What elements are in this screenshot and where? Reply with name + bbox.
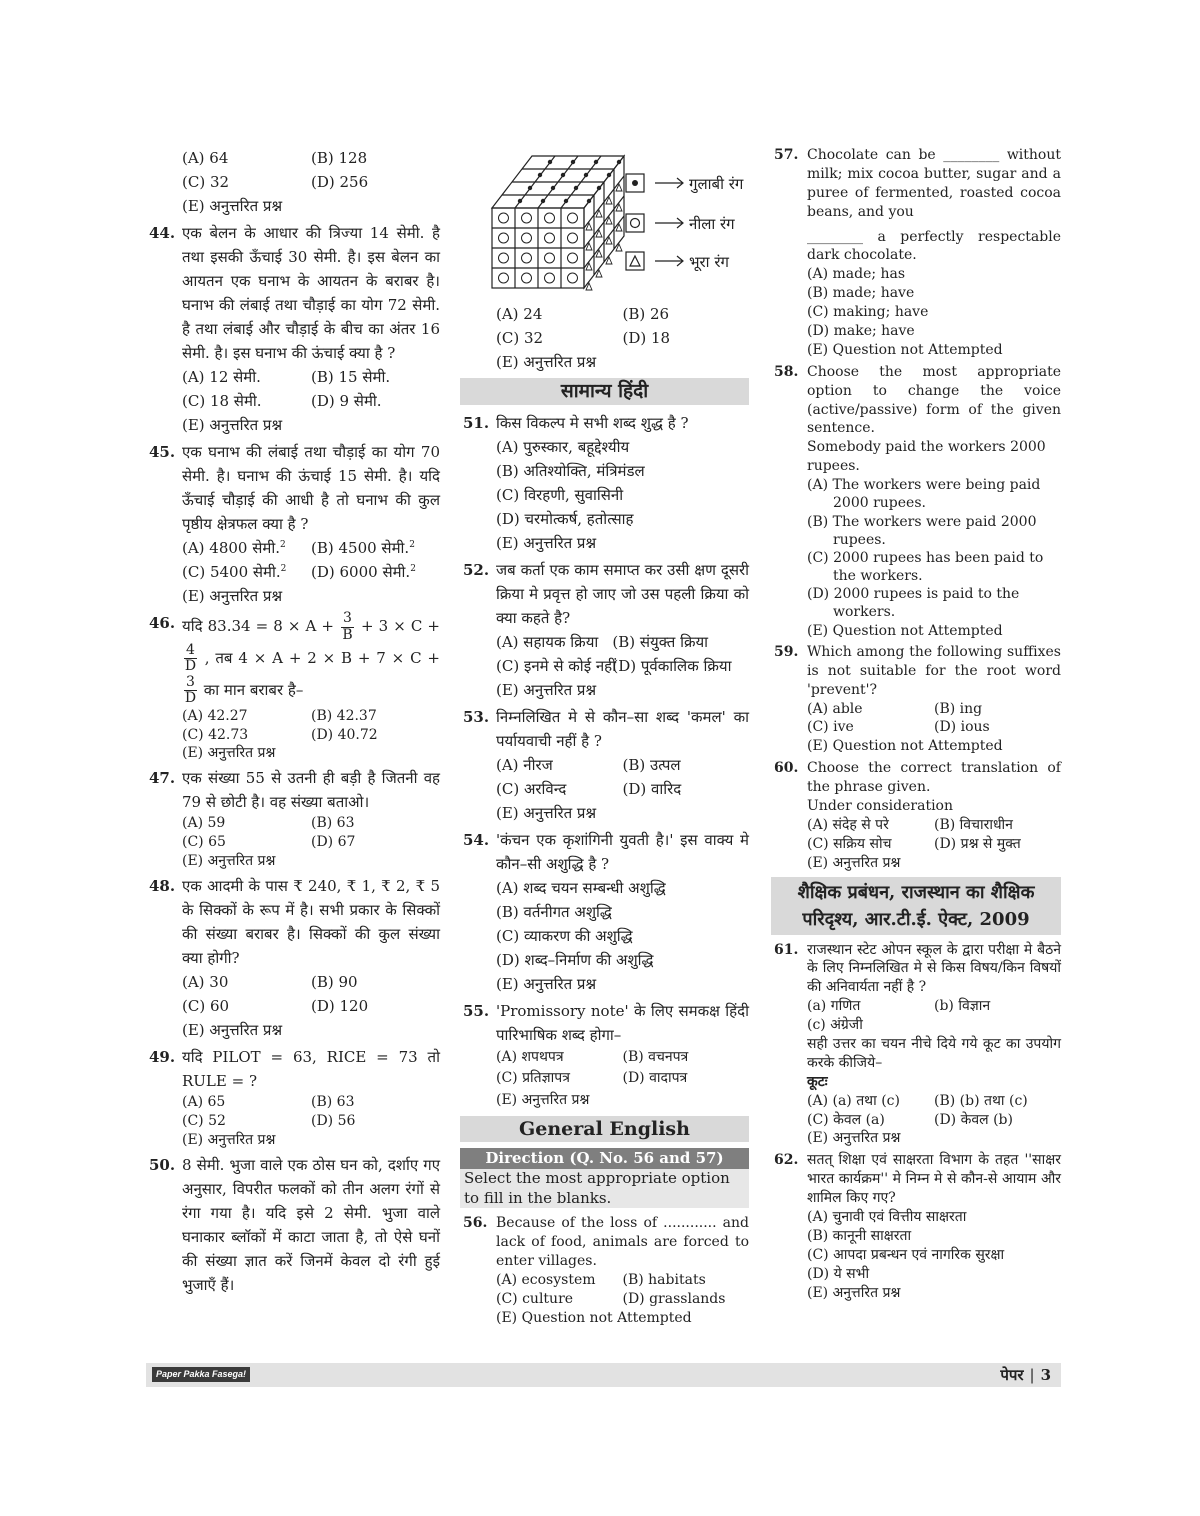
option[interactable]: (E) अनुत्तरित प्रश्न	[496, 1091, 590, 1108]
option[interactable]: (A) 30	[182, 973, 229, 992]
option[interactable]: (A) able	[807, 700, 863, 717]
question-text: एक बेलन के आधार की त्रिज्या 14 सेमी. है तथा इसकी ऊँचाई 30 सेमी. है। इस बेलन का आयतन एक घनाभ के आयतन के बराबर है। घनाभ की लंबाई तथा चौड़ाई का योग 72 सेमी. है तथा लंबाई और चौड़ाई के बीच का अंतर 16 सेमी. है। इस घनाभ की ऊंचाई क्या है ?	[182, 224, 440, 362]
question-text: एक घनाभ की लंबाई तथा चौड़ाई का योग 70 सेमी. है। घनाभ की ऊंचाई 15 सेमी. है। यदि ऊँचाई चौड़ाई की आधी है तो घनाभ की कुल पृष्ठीय क्षेत्रफल क्या है ?	[182, 443, 440, 533]
cube-figure	[460, 146, 749, 302]
option[interactable]: (A) 42.27	[182, 707, 248, 724]
column-2	[460, 146, 749, 1328]
question-number: 53.	[463, 707, 490, 726]
direction-heading: Direction (Q. No. 56 and 57)	[460, 1148, 749, 1169]
option[interactable]: (D) वारिद	[622, 779, 682, 798]
option[interactable]: (E) अनुत्तरित प्रश्न	[807, 1284, 901, 1301]
question-57	[771, 146, 1061, 360]
fraction: $\frac{4}{D}$	[184, 642, 197, 675]
option[interactable]: (D) ये सभी	[807, 1265, 870, 1282]
option[interactable]: (B) कानूनी साक्षरता	[807, 1227, 912, 1244]
question-text: Choose the correct translation of the phrase given.	[807, 760, 1061, 796]
option[interactable]: (A) 12 सेमी.	[182, 368, 261, 386]
page-number-value: 3	[1040, 1366, 1051, 1384]
instruction-text: सही उत्तर का चयन नीचे दिये गये कूट का उपयोग करके कीजिये–	[807, 1035, 1061, 1071]
question-text: Chocolate can be ________ without milk; mix cocoa butter, sugar and a puree of fermented, roasted cocoa beans, and you	[807, 147, 1061, 220]
question-51	[460, 411, 749, 555]
question-62	[771, 1151, 1061, 1302]
question-60	[771, 759, 1061, 872]
option[interactable]: (B) 26	[622, 305, 670, 323]
question-number: 57.	[774, 147, 799, 163]
option[interactable]: (A) (a) तथा (c)	[807, 1092, 900, 1109]
given-phrase: Under consideration	[807, 797, 953, 814]
question-number: 51.	[463, 413, 490, 432]
option[interactable]: (B) 15 सेमी.	[311, 368, 391, 386]
option[interactable]: (E) अनुत्तरित प्रश्न	[496, 680, 597, 699]
column-3	[771, 146, 1061, 1302]
option[interactable]: (D) केवल (b)	[934, 1111, 1013, 1128]
option[interactable]: (E) Question not Attempted	[496, 1309, 692, 1326]
option[interactable]: (C) 42.73	[182, 726, 249, 743]
question-50-options	[460, 302, 749, 374]
question-text: निम्नलिखित मे से कौन–सा शब्द 'कमल' का पर्यायवाची नहीं है ?	[496, 707, 749, 750]
question-text: यदि PILOT = 63, RICE = 73 तो RULE = ?	[182, 1048, 440, 1091]
option[interactable]: (E) Question not Attempted	[807, 738, 1003, 755]
option[interactable]: (A) The workers were being paid 2000 rupees.	[807, 477, 1041, 512]
question-52	[460, 558, 749, 702]
question-45	[146, 440, 440, 608]
statement-item: (b) विज्ञान	[934, 998, 991, 1015]
option[interactable]: (B) उत्पल	[622, 755, 681, 774]
option[interactable]: (B) ing	[934, 700, 983, 717]
question-55	[460, 999, 749, 1112]
option[interactable]: (D) make; have	[807, 323, 915, 340]
option[interactable]: (C) 52	[182, 1112, 226, 1129]
option[interactable]: (B) विचाराधीन	[934, 816, 1013, 833]
option[interactable]: (C) 32	[182, 173, 230, 191]
option[interactable]: (B) वर्तनीगत अशुद्धि	[496, 902, 612, 921]
option[interactable]: (E) अनुत्तरित प्रश्न	[182, 853, 276, 870]
option[interactable]: (C) culture	[496, 1290, 574, 1307]
option[interactable]: (D) पूर्वकालिक क्रिया	[612, 656, 732, 675]
option[interactable]: (B) 90	[311, 973, 358, 992]
option[interactable]: (A) 4800 सेमी.$^2$	[182, 539, 286, 557]
option[interactable]: (E) अनुत्तरित प्रश्न	[182, 1131, 276, 1148]
question-48	[146, 874, 440, 1042]
option[interactable]: (D) वादापत्र	[622, 1070, 688, 1087]
option[interactable]: (A) 65	[182, 1094, 226, 1111]
option[interactable]: (D) 56	[311, 1112, 356, 1129]
question-43-options	[146, 146, 440, 218]
option[interactable]: (C) व्याकरण की अशुद्धि	[496, 926, 633, 945]
option[interactable]: (C) making; have	[807, 304, 929, 321]
option[interactable]: (B) अतिश्योक्ति, मंत्रिमंडल	[496, 461, 645, 480]
option[interactable]: (A) सहायक क्रिया	[496, 632, 599, 651]
section-heading-education: शैक्षिक प्रबंधन, राजस्थान का शैक्षिक परिदृश्य, आर.टी.ई. ऐक्ट, 2009	[771, 877, 1061, 935]
option[interactable]: (E) Question not Attempted	[807, 622, 1003, 639]
option[interactable]: (B) 63	[311, 1094, 355, 1111]
option[interactable]: (E) अनुत्तरित प्रश्न	[182, 197, 283, 215]
option[interactable]: (C) आपदा प्रबन्धन एवं नागरिक सुरक्षा	[807, 1246, 1005, 1263]
option[interactable]: (B) made; have	[807, 285, 915, 302]
page-number: पेपर | 3	[1000, 1366, 1051, 1384]
option[interactable]: (B) 4500 सेमी.$^2$	[311, 539, 415, 557]
question-number: 56.	[463, 1215, 488, 1232]
option[interactable]: (A) ecosystem	[496, 1271, 596, 1288]
option[interactable]: (A) made; has	[807, 266, 906, 283]
option[interactable]: (D) 6000 सेमी.$^2$	[311, 563, 416, 581]
question-text: 'Promissory note' के लिए समकक्ष हिंदी पारिभाषिक शब्द होगा–	[496, 1001, 749, 1044]
question-number: 50.	[149, 1155, 176, 1174]
option[interactable]: (D) 40.72	[311, 726, 378, 743]
option[interactable]: (D) 256	[311, 173, 369, 191]
question-number: 62.	[774, 1152, 799, 1169]
option[interactable]: (C) 2000 rupees has been paid to the workers.	[807, 549, 1044, 585]
question-56	[460, 1214, 749, 1327]
option[interactable]: (C) इनमे से कोई नहीं	[496, 656, 616, 675]
option[interactable]: (E) अनुत्तरित प्रश्न	[182, 416, 283, 434]
question-number: 44.	[149, 224, 176, 242]
question-number: 60.	[774, 760, 799, 777]
question-text: एक संख्या 55 से उतनी ही बड़ी है जितनी वह 79 से छोटी है। वह संख्या बताओ।	[182, 769, 440, 812]
question-53	[460, 705, 749, 825]
option[interactable]: (C) 18 सेमी.	[182, 392, 262, 410]
option[interactable]: (A) शपथपत्र	[496, 1048, 564, 1065]
statement-item: (c) अंग्रेजी	[807, 1017, 863, 1034]
question-number: 45.	[149, 443, 176, 461]
option[interactable]: (D) प्रश्न से मुक्त	[934, 835, 1021, 852]
question-number: 54.	[463, 830, 490, 849]
option[interactable]: (E) अनुत्तरित प्रश्न	[182, 745, 276, 762]
legend-blue: नीला रंग	[689, 215, 735, 233]
option[interactable]: (A) चुनावी एवं वित्तीय साक्षरता	[807, 1208, 967, 1225]
fraction: $\frac{3}{D}$	[184, 673, 197, 707]
question-number: 55.	[463, 1001, 490, 1020]
question-text: राजस्थान स्टेट ओपन स्कूल के द्वारा परीक्षा मे बैठने के लिए निम्नलिखित मे से किस विषय/किन विषयों की अनिवार्यता नहीं है ?	[807, 941, 1061, 996]
direction-text: Select the most appropriate option to fill in the blanks.	[460, 1169, 749, 1208]
option[interactable]: (E) अनुत्तरित प्रश्न	[182, 1021, 283, 1040]
option[interactable]: (A) नीरज	[496, 755, 553, 774]
option[interactable]: (A) 59	[182, 815, 226, 832]
question-text: Because of the loss of ............ and lack of food, animals are forced to enter villages.	[496, 1215, 749, 1270]
option[interactable]: (D) 67	[311, 834, 356, 851]
column-1	[146, 146, 440, 1297]
option[interactable]: (C) प्रतिज्ञापत्र	[496, 1070, 570, 1087]
question-number: 52.	[463, 560, 490, 579]
question-number: 49.	[149, 1048, 176, 1067]
option[interactable]: (E) अनुत्तरित प्रश्न	[807, 854, 901, 871]
question-number: 58.	[774, 363, 799, 380]
option[interactable]: (B) The workers were paid 2000 rupees.	[807, 513, 1037, 548]
option[interactable]: (C) 5400 सेमी.$^2$	[182, 563, 287, 581]
question-number: 48.	[149, 877, 176, 896]
option[interactable]: (E) अनुत्तरित प्रश्न	[496, 803, 597, 822]
option[interactable]: (A) 24	[496, 305, 543, 323]
option[interactable]: (E) Question not Attempted	[807, 341, 1003, 358]
question-number: 47.	[149, 769, 176, 788]
given-sentence: Somebody paid the workers 2000 rupees.	[807, 439, 1046, 475]
question-61	[771, 941, 1061, 1149]
question-text: Choose the most appropriate option to change the voice (active/passive) form of the given sentence.	[807, 363, 1061, 437]
section-heading-english: General English	[460, 1116, 749, 1143]
question-text: यदि 83.34 = 8 × A + $\frac{3}{B}$ + 3 × C + $\frac{4}{D}$ , तब 4 × A + 2 × B + 7 × C + $\frac{3}{D}$ का मान बराबर है–	[182, 610, 440, 707]
option[interactable]: (C) सक्रिय सोच	[807, 835, 892, 852]
legend-pink: गुलाबी रंग	[689, 175, 744, 193]
question-46	[146, 611, 440, 763]
option[interactable]: (E) अनुत्तरित प्रश्न	[496, 533, 597, 552]
question-number: 59.	[774, 643, 799, 660]
code-label: कूटः	[807, 1073, 828, 1090]
fraction: $\frac{3}{B}$	[342, 610, 353, 643]
question-text: एक आदमी के पास ₹ 240, ₹ 1, ₹ 2, ₹ 5 के सिक्कों के रूप में है। सभी प्रकार के सिक्कों की संख्या बराबर है। सिक्कों की कुल संख्या क्या होगी?	[182, 877, 440, 968]
option[interactable]: (B) 128	[311, 149, 368, 167]
option[interactable]: (C) 32	[496, 329, 544, 347]
option[interactable]: (B) 42.37	[311, 707, 377, 724]
option[interactable]: (B) संयुक्त क्रिया	[612, 632, 709, 651]
option[interactable]: (B) habitats	[622, 1271, 706, 1288]
brand-logo: Paper Pakka Fasega!	[152, 1367, 250, 1382]
option[interactable]: (E) अनुत्तरित प्रश्न	[807, 1130, 901, 1147]
option[interactable]: (C) केवल (a)	[807, 1111, 885, 1128]
question-number: 46.	[149, 614, 176, 632]
page-footer	[146, 1363, 1061, 1387]
question-text: सतत् शिक्षा एवं साक्षरता विभाग के तहत ''साक्षर भारत कार्यक्रम'' मे निम्न मे से कौन-से आयाम और शामिल किए गए?	[807, 1152, 1061, 1207]
option[interactable]: (D) ious	[934, 719, 990, 736]
question-text: 8 सेमी. भुजा वाले एक ठोस घन को, दर्शाए गए अनुसार, विपरीत फलकों को तीन अलग रंगों से रंगा गया है। यदि इसे 2 सेमी. भुजा वाले घनाकार ब्लॉकों में काटा जाता है, तो ऐसे घनों की संख्या ज्ञात करें जिनमें केवल दो रंगी हुई भुजाएँ हैं।	[182, 1155, 440, 1294]
option[interactable]: (C) 60	[182, 997, 230, 1016]
question-number: 61.	[774, 941, 799, 958]
option[interactable]: (D) शब्द–निर्माण की अशुद्धि	[496, 950, 654, 969]
option[interactable]: (D) 120	[311, 997, 369, 1016]
option[interactable]: (D) 18	[622, 329, 671, 347]
question-44	[146, 221, 440, 437]
option[interactable]: (D) चरमोत्कर्ष, हतोत्साह	[496, 509, 634, 528]
option[interactable]: (B) (b) तथा (c)	[934, 1092, 1028, 1109]
question-54	[460, 828, 749, 996]
section-heading-hindi: सामान्य हिंदी	[460, 378, 749, 405]
option[interactable]: (D) 2000 rupees is paid to the workers.	[807, 586, 1020, 621]
option[interactable]: (D) 9 सेमी.	[311, 392, 382, 410]
question-59	[771, 643, 1061, 756]
option[interactable]: (C) 65	[182, 834, 226, 851]
option[interactable]: (A) शब्द चयन सम्बन्धी अशुद्धि	[496, 878, 666, 897]
question-text: जब कर्ता एक काम समाप्त कर उसी क्षण दूसरी क्रिया मे प्रवृत्त हो जाए जो उस पहली क्रिया को क्या कहते है?	[496, 560, 749, 627]
option[interactable]: (C) विरहणी, सुवासिनी	[496, 485, 624, 504]
question-50	[146, 1153, 440, 1297]
question-text-continued: ________ a perfectly respectable dark chocolate.	[807, 228, 1061, 264]
option[interactable]: (A) संदेह से परे	[807, 816, 889, 833]
question-58	[771, 363, 1061, 640]
question-text: किस विकल्प मे सभी शब्द शुद्ध है ?	[496, 413, 689, 432]
option[interactable]: (D) grasslands	[622, 1290, 726, 1307]
question-47	[146, 766, 440, 871]
question-text: Which among the following suffixes is not suitable for the root word 'prevent'?	[807, 643, 1061, 698]
option[interactable]: (A) पुरुस्कार, बहूद्देश्यीय	[496, 437, 630, 456]
option[interactable]: (E) अनुत्तरित प्रश्न	[496, 353, 597, 371]
option[interactable]: (B) वचनपत्र	[622, 1048, 689, 1065]
option[interactable]: (C) ive	[807, 719, 854, 736]
option[interactable]: (C) अरविन्द	[496, 779, 567, 798]
option[interactable]: (E) अनुत्तरित प्रश्न	[182, 587, 283, 605]
question-text: 'कंचन एक कृशांगिनी युवती है।' इस वाक्य मे कौन–सी अशुद्धि है ?	[496, 830, 749, 873]
question-49	[146, 1045, 440, 1150]
legend-brown: भूरा रंग	[689, 253, 729, 271]
statement-item: (a) गणित	[807, 998, 861, 1015]
option[interactable]: (A) 64	[182, 149, 229, 167]
option[interactable]: (B) 63	[311, 815, 355, 832]
footer-label: पेपर	[1000, 1366, 1024, 1384]
option[interactable]: (E) अनुत्तरित प्रश्न	[496, 974, 597, 993]
